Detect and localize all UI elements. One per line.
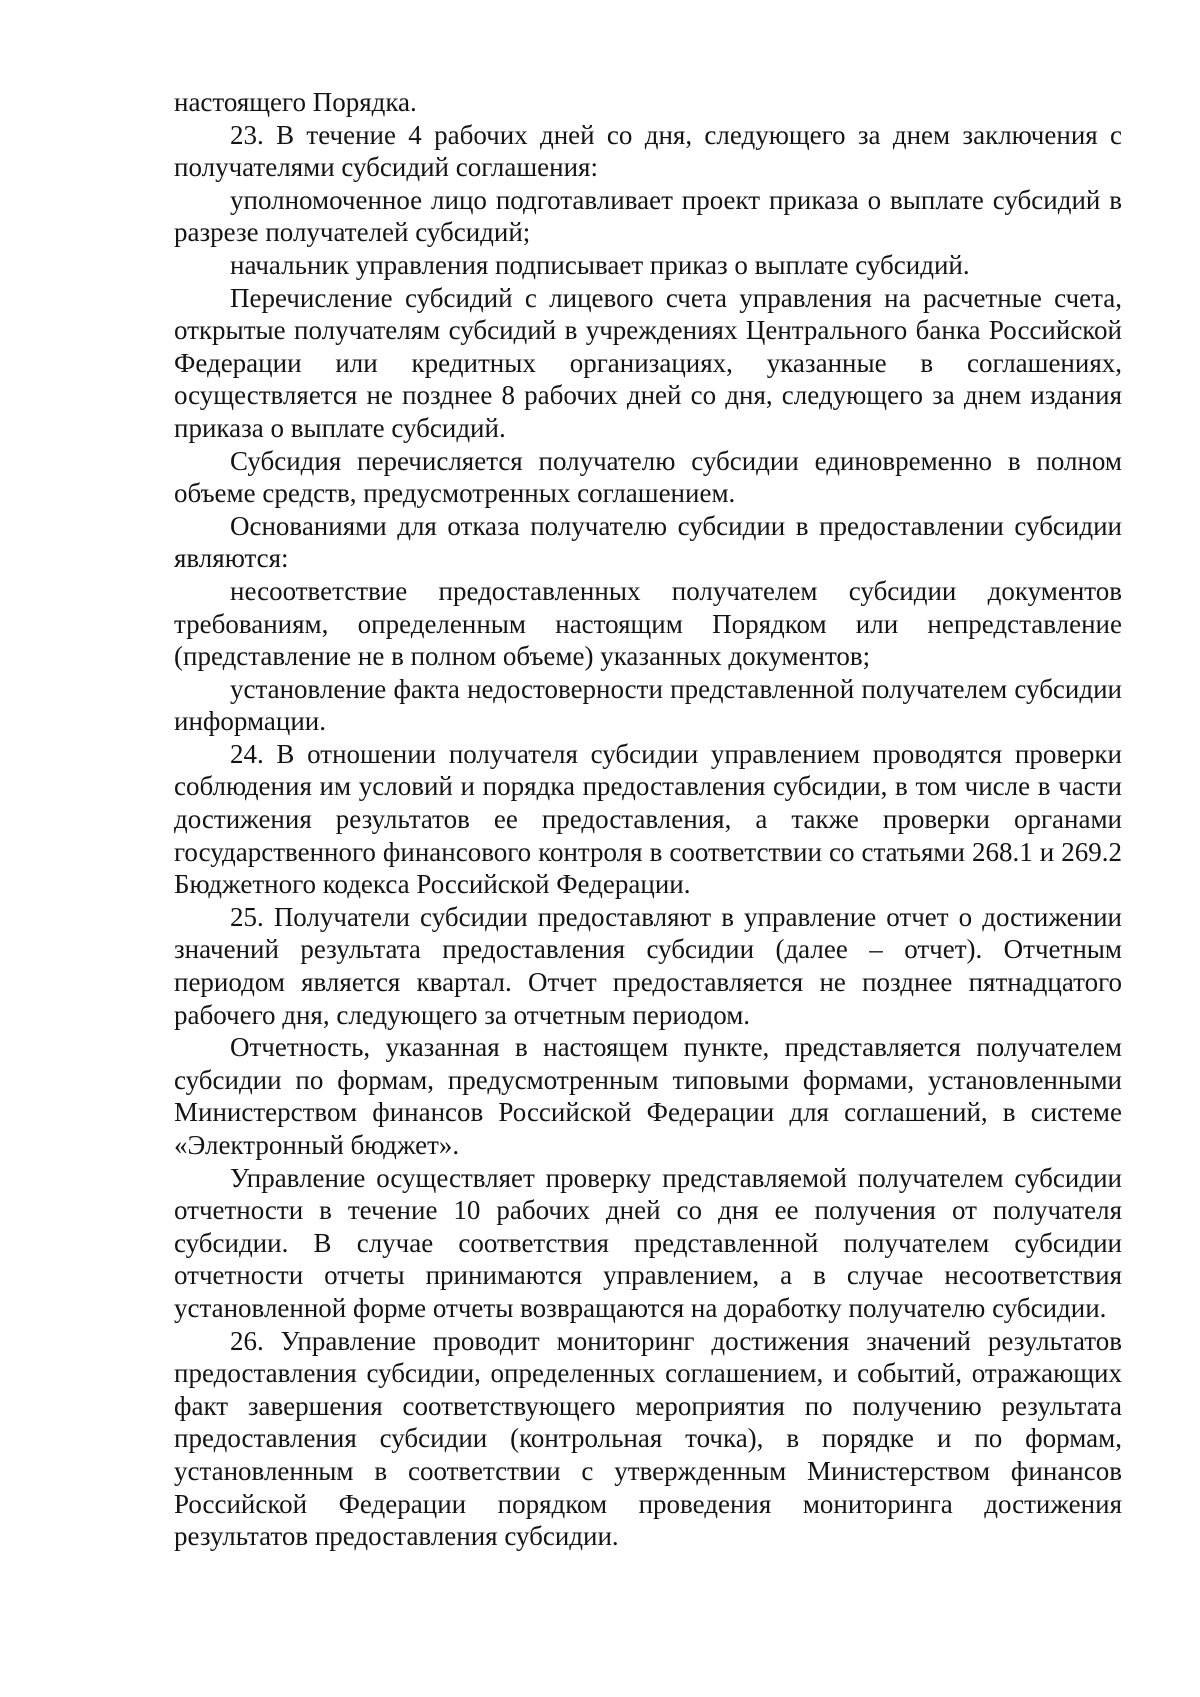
paragraph-transfer-terms: Перечисление субсидий с лицевого счета управления на расчетные счета, открытые получателям субсидий в учреждениях Центрального банка Российской Федерации или кредитных организациях, указанные в соглашениях, осуществляется не позднее 8 рабочих дней со дня, следующего за днем издания приказа о выплате субсидий. [174,282,1122,443]
paragraph-report-review: Управление осуществляет проверку представляемой получателем субсидии отчетности в течение 10 рабочих дней со дня ее получения от получателя субсидии. В случае соответствия представленной получателем субсидии отчетности отчеты принимаются управлением, а в случае несоответствия установленной форме отчеты возвращаются на доработку получателю субсидии. [174,1162,1122,1323]
paragraph-clause-24: 24. В отношении получателя субсидии управлением проводятся проверки соблюдения им условий и порядка предоставления субсидии, в том числе в части достижения результатов ее предоставления, а также проверки органами государственного финансового контроля в соответствии со статьями 268.1 и 269.2 Бюджетного кодекса Российской Федерации. [174,738,1122,900]
paragraph-clause-23: 23. В течение 4 рабочих дней со дня, следующего за днем заключения с получателями субсидий соглашения: [174,119,1122,183]
paragraph-clause-25: 25. Получатели субсидии предоставляют в управление отчет о достижении значений результата предоставления субсидии (далее – отчет). Отчетным периодом является квартал. Отчет предоставляется не позднее пятнадцатого рабочего дня, следующего за отчетным периодом. [174,901,1122,1030]
paragraph-refusal-ground-1: несоответствие предоставленных получателем субсидии документов требованиям, определенным настоящим Порядком или непредставление (представление не в полном объеме) указанных документов; [174,575,1122,672]
paragraph-reporting-forms: Отчетность, указанная в настоящем пункте, представляется получателем субсидии по формам, предусмотренным типовыми формами, установленными Министерством финансов Российской Федерации для соглашений, в системе «Электронный бюджет». [174,1032,1122,1160]
paragraph-refusal-ground-2: установление факта недостоверности представленной получателем субсидии информации. [174,673,1122,737]
paragraph-clause-26: 26. Управление проводит мониторинг достижения значений результатов предоставления субсидии, определенных соглашением, и событий, отражающих факт завершения соответствующего мероприятия по получению результата предоставления субсидии (контрольная точка), в порядке и по формам, установленным в соответствии с утвержденным Министерством финансов Российской Федерации порядком проведения мониторинга достижения результатов предоставления субсидии. [174,1325,1122,1552]
document-body [174,86,1122,1553]
paragraph-continuation: настоящего Порядка. [174,87,417,117]
paragraph-lump-sum: Субсидия перечисляется получателю субсидии единовременно в полном объеме средств, предусмотренных соглашением. [174,445,1122,509]
paragraph-refusal-grounds: Основаниями для отказа получателю субсидии в предоставлении субсидии являются: [174,510,1122,574]
paragraph-clause-23-item-1: уполномоченное лицо подготавливает проект приказа о выплате субсидий в разрезе получателей субсидий; [174,184,1122,248]
paragraph-clause-23-item-2: начальник управления подписывает приказ о выплате субсидий. [230,249,970,280]
